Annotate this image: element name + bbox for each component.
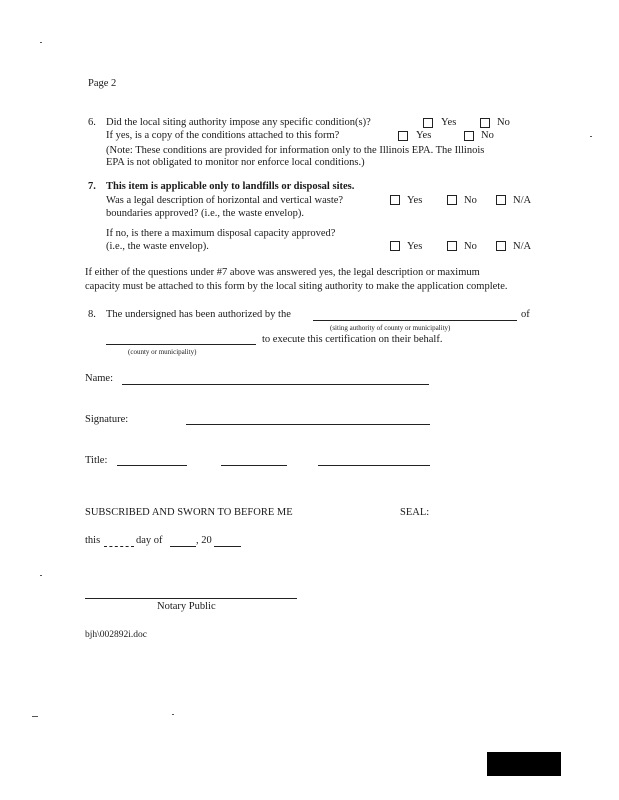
q6-line2-no-label: No [481,130,494,141]
q6-line2-yes-label: Yes [416,130,432,141]
q7b-no-checkbox[interactable] [447,241,457,251]
county-caption: (county or municipality) [128,348,197,356]
county-field[interactable] [106,344,256,345]
siting-authority-field[interactable] [313,320,517,321]
q6-note-line1: (Note: These conditions are provided for information only to the Illinois EPA. The Illinois [106,145,485,156]
q6-number: 6. [88,117,96,128]
q7a-na-label: N/A [513,195,532,206]
q7-heading: This item is applicable only to landfills or disposal sites. [106,181,355,192]
q7b-line1: If no, is there a maximum disposal capacity approved? [106,228,336,239]
q7a-line2: boundaries approved? (i.e., the waste envelop). [106,208,304,219]
q8-of: of [521,309,530,320]
q7a-no-label: No [464,195,477,206]
title-field-1[interactable] [117,465,187,466]
name-label: Name: [85,373,113,384]
q7b-na-label: N/A [513,241,532,252]
scan-speck [172,714,174,715]
signature-field[interactable] [186,424,430,425]
q6-line2-no-checkbox[interactable] [464,131,474,141]
page-label: Page 2 [88,78,117,89]
year-field[interactable] [214,546,241,547]
q7a-line1: Was a legal description of horizontal and vertical waste? [106,195,344,206]
q7b-no-label: No [464,241,477,252]
q7b-na-checkbox[interactable] [496,241,506,251]
q7-number: 7. [88,181,96,192]
q6-line2: If yes, is a copy of the conditions attached to this form? [106,130,340,141]
q6-line1-yes-label: Yes [441,117,457,128]
title-field-2[interactable] [221,465,287,466]
date-this: this [85,535,101,546]
q7a-yes-checkbox[interactable] [390,195,400,205]
notary-signature-line[interactable] [85,598,297,599]
sworn-statement: SUBSCRIBED AND SWORN TO BEFORE ME [85,507,293,518]
q7b-line2: (i.e., the waste envelop). [106,241,209,252]
day-field[interactable] [104,546,134,547]
q6-line2-yes-checkbox[interactable] [398,131,408,141]
q8-number: 8. [88,309,96,320]
date-day-of: day of [136,535,163,546]
q6-line1-no-label: No [497,117,510,128]
q8-text2: to execute this certification on their behalf. [262,334,443,345]
month-field[interactable] [170,546,196,547]
title-label: Title: [85,455,108,466]
signature-label: Signature: [85,414,129,425]
redaction-bar [487,752,561,776]
seal-label: SEAL: [400,507,430,518]
scan-speck [40,42,42,43]
scan-speck [590,136,592,137]
instruction-line1: If either of the questions under #7 above was answered yes, the legal description or maximum [85,267,480,278]
scan-speck [40,575,42,576]
q6-note-line2: EPA is not obligated to monitor nor enforce local conditions.) [106,157,365,168]
q8-text1: The undersigned has been authorized by the [106,309,291,320]
scan-speck [32,716,38,717]
q6-line1-no-checkbox[interactable] [480,118,490,128]
q7a-yes-label: Yes [407,195,423,206]
name-field[interactable] [122,384,429,385]
q7b-yes-checkbox[interactable] [390,241,400,251]
date-year-prefix: , 20 [196,535,212,546]
notary-public-label: Notary Public [157,601,216,612]
q7a-no-checkbox[interactable] [447,195,457,205]
q7a-na-checkbox[interactable] [496,195,506,205]
siting-authority-caption: (siting authority of county or municipality) [330,324,451,332]
title-field-3[interactable] [318,465,430,466]
file-reference: bjh\002892i.doc [85,630,148,640]
q6-line1: Did the local siting authority impose any specific condition(s)? [106,117,371,128]
instruction-line2: capacity must be attached to this form by the local siting authority to make the application complete. [85,281,508,292]
q7b-yes-label: Yes [407,241,423,252]
q6-line1-yes-checkbox[interactable] [423,118,433,128]
